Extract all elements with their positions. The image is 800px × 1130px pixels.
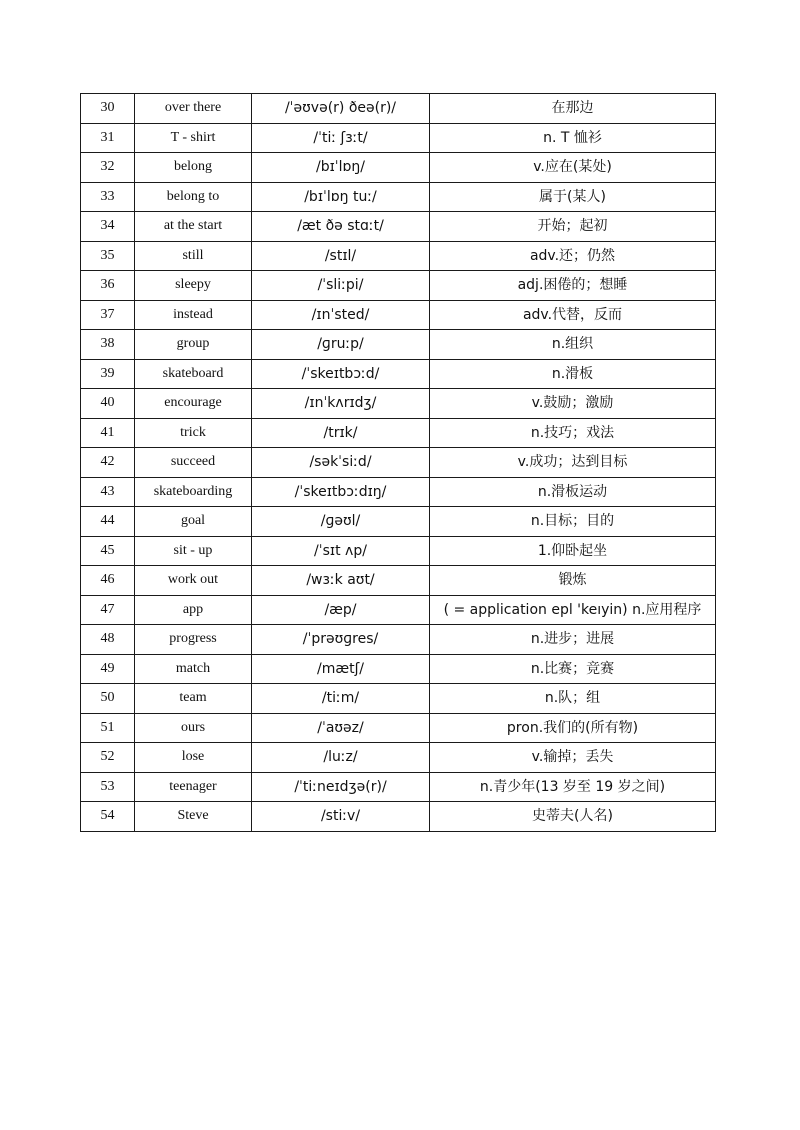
table-row bbox=[81, 536, 716, 566]
word: sit - up bbox=[135, 536, 252, 566]
table-row bbox=[81, 802, 716, 832]
word: app bbox=[135, 595, 252, 625]
row-number: 31 bbox=[81, 123, 135, 153]
meaning: ( = application epl 'keıyin) n.应用程序 bbox=[430, 595, 716, 625]
meaning: adv.还；仍然 bbox=[430, 241, 716, 271]
phonetic: /ˈsɪt ʌp/ bbox=[252, 536, 430, 566]
meaning: n.比赛；竞赛 bbox=[430, 654, 716, 684]
row-number: 32 bbox=[81, 153, 135, 183]
row-number: 44 bbox=[81, 507, 135, 537]
table-row bbox=[81, 94, 716, 124]
word: T - shirt bbox=[135, 123, 252, 153]
table-row bbox=[81, 241, 716, 271]
phonetic: /ˈtiː ʃɜːt/ bbox=[252, 123, 430, 153]
row-number: 42 bbox=[81, 448, 135, 478]
table-row bbox=[81, 330, 716, 360]
word: instead bbox=[135, 300, 252, 330]
row-number: 35 bbox=[81, 241, 135, 271]
meaning: v.输掉；丢失 bbox=[430, 743, 716, 773]
phonetic: /bɪˈlɒŋ tuː/ bbox=[252, 182, 430, 212]
phonetic: /ɡəʊl/ bbox=[252, 507, 430, 537]
table-row bbox=[81, 684, 716, 714]
row-number: 46 bbox=[81, 566, 135, 596]
word: skateboarding bbox=[135, 477, 252, 507]
meaning: n.组织 bbox=[430, 330, 716, 360]
word: Steve bbox=[135, 802, 252, 832]
phonetic: /ɪnˈsted/ bbox=[252, 300, 430, 330]
meaning: adj.困倦的；想睡 bbox=[430, 271, 716, 301]
table-row bbox=[81, 595, 716, 625]
meaning: pron.我们的(所有物) bbox=[430, 713, 716, 743]
word: over there bbox=[135, 94, 252, 124]
table-row bbox=[81, 359, 716, 389]
phonetic: /ˈskeɪtbɔːdɪŋ/ bbox=[252, 477, 430, 507]
table-row bbox=[81, 743, 716, 773]
table-row bbox=[81, 389, 716, 419]
word: group bbox=[135, 330, 252, 360]
meaning: n.队；组 bbox=[430, 684, 716, 714]
row-number: 51 bbox=[81, 713, 135, 743]
row-number: 34 bbox=[81, 212, 135, 242]
table-row bbox=[81, 182, 716, 212]
row-number: 36 bbox=[81, 271, 135, 301]
word: still bbox=[135, 241, 252, 271]
table-row bbox=[81, 123, 716, 153]
meaning: 1.仰卧起坐 bbox=[430, 536, 716, 566]
table-row bbox=[81, 507, 716, 537]
phonetic: /tiːm/ bbox=[252, 684, 430, 714]
word: ours bbox=[135, 713, 252, 743]
word: work out bbox=[135, 566, 252, 596]
word: succeed bbox=[135, 448, 252, 478]
meaning: n.目标；目的 bbox=[430, 507, 716, 537]
phonetic: /wɜːk aʊt/ bbox=[252, 566, 430, 596]
word: at the start bbox=[135, 212, 252, 242]
table-row bbox=[81, 625, 716, 655]
phonetic: /ˈprəʊɡres/ bbox=[252, 625, 430, 655]
meaning: v.成功；达到目标 bbox=[430, 448, 716, 478]
meaning: n.进步；进展 bbox=[430, 625, 716, 655]
table-row bbox=[81, 300, 716, 330]
word: trick bbox=[135, 418, 252, 448]
phonetic: /səkˈsiːd/ bbox=[252, 448, 430, 478]
word: sleepy bbox=[135, 271, 252, 301]
meaning: 史蒂夫(人名) bbox=[430, 802, 716, 832]
phonetic: /æp/ bbox=[252, 595, 430, 625]
table-row bbox=[81, 713, 716, 743]
word: belong to bbox=[135, 182, 252, 212]
meaning: v.鼓励；激励 bbox=[430, 389, 716, 419]
word: match bbox=[135, 654, 252, 684]
word: belong bbox=[135, 153, 252, 183]
phonetic: /ˈaʊəz/ bbox=[252, 713, 430, 743]
meaning: 锻炼 bbox=[430, 566, 716, 596]
row-number: 52 bbox=[81, 743, 135, 773]
meaning: 开始；起初 bbox=[430, 212, 716, 242]
phonetic: /trɪk/ bbox=[252, 418, 430, 448]
row-number: 49 bbox=[81, 654, 135, 684]
phonetic: /ˈtiːneɪdʒə(r)/ bbox=[252, 772, 430, 802]
word: encourage bbox=[135, 389, 252, 419]
row-number: 37 bbox=[81, 300, 135, 330]
word: lose bbox=[135, 743, 252, 773]
word: team bbox=[135, 684, 252, 714]
row-number: 38 bbox=[81, 330, 135, 360]
table-row bbox=[81, 772, 716, 802]
table-row bbox=[81, 271, 716, 301]
phonetic: /mætʃ/ bbox=[252, 654, 430, 684]
phonetic: /bɪˈlɒŋ/ bbox=[252, 153, 430, 183]
row-number: 47 bbox=[81, 595, 135, 625]
word: teenager bbox=[135, 772, 252, 802]
vocabulary-table-body bbox=[81, 94, 716, 832]
table-row bbox=[81, 654, 716, 684]
row-number: 54 bbox=[81, 802, 135, 832]
row-number: 40 bbox=[81, 389, 135, 419]
row-number: 39 bbox=[81, 359, 135, 389]
phonetic: /ˈsliːpi/ bbox=[252, 271, 430, 301]
meaning: n.滑板运动 bbox=[430, 477, 716, 507]
row-number: 53 bbox=[81, 772, 135, 802]
row-number: 30 bbox=[81, 94, 135, 124]
phonetic: /ɡruːp/ bbox=[252, 330, 430, 360]
table-row bbox=[81, 153, 716, 183]
table-row bbox=[81, 418, 716, 448]
row-number: 45 bbox=[81, 536, 135, 566]
table-row bbox=[81, 566, 716, 596]
row-number: 50 bbox=[81, 684, 135, 714]
phonetic: /stɪl/ bbox=[252, 241, 430, 271]
table-row bbox=[81, 448, 716, 478]
meaning: n.滑板 bbox=[430, 359, 716, 389]
row-number: 33 bbox=[81, 182, 135, 212]
phonetic: /ˈəʊvə(r) ðeə(r)/ bbox=[252, 94, 430, 124]
row-number: 48 bbox=[81, 625, 135, 655]
phonetic: /stiːv/ bbox=[252, 802, 430, 832]
word: skateboard bbox=[135, 359, 252, 389]
meaning: v.应在(某处) bbox=[430, 153, 716, 183]
table-row bbox=[81, 212, 716, 242]
meaning: n.技巧；戏法 bbox=[430, 418, 716, 448]
meaning: n. T 恤衫 bbox=[430, 123, 716, 153]
vocabulary-table bbox=[80, 93, 716, 832]
meaning: n.青少年(13 岁至 19 岁之间) bbox=[430, 772, 716, 802]
meaning: adv.代替，反而 bbox=[430, 300, 716, 330]
phonetic: /ɪnˈkʌrɪdʒ/ bbox=[252, 389, 430, 419]
word: progress bbox=[135, 625, 252, 655]
row-number: 41 bbox=[81, 418, 135, 448]
phonetic: /luːz/ bbox=[252, 743, 430, 773]
phonetic: /ˈskeɪtbɔːd/ bbox=[252, 359, 430, 389]
word: goal bbox=[135, 507, 252, 537]
meaning: 在那边 bbox=[430, 94, 716, 124]
table-row bbox=[81, 477, 716, 507]
row-number: 43 bbox=[81, 477, 135, 507]
meaning: 属于(某人) bbox=[430, 182, 716, 212]
phonetic: /æt ðə stɑːt/ bbox=[252, 212, 430, 242]
